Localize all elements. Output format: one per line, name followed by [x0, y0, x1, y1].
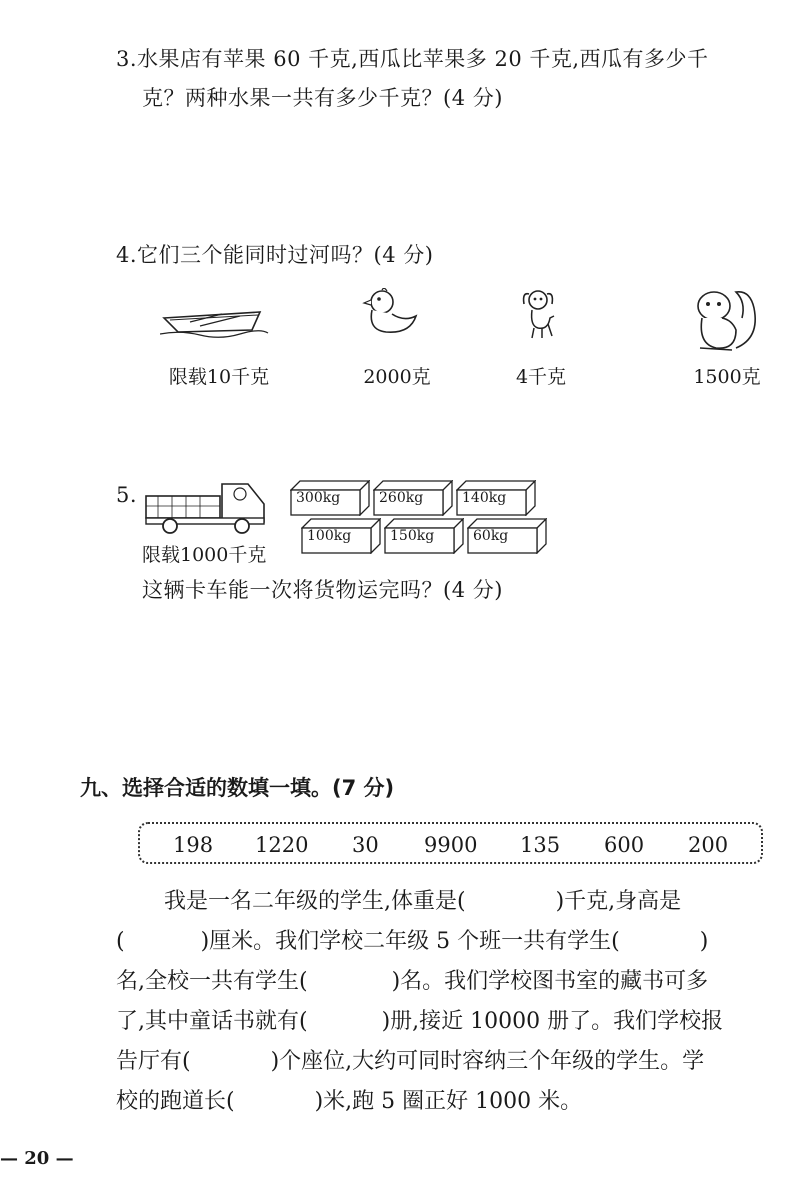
boat-label: 限载10千克 — [168, 366, 270, 388]
crate — [301, 518, 381, 558]
q4-number: 4. — [116, 243, 138, 267]
text-segment: 名,全校一共有学生( — [116, 969, 308, 994]
q3-text-1: 水果店有苹果 60 千克,西瓜比苹果多 20 千克,西瓜有多少千 — [137, 47, 709, 71]
number-option: 135 — [520, 833, 561, 857]
q4-question: 它们三个能同时过河吗？(4 分) — [137, 243, 434, 267]
q3-line1 — [116, 40, 709, 78]
fill-paragraph-line — [116, 1042, 784, 1082]
text-segment: )厘米。我们学校二年级 5 个班一共有学生( — [200, 929, 620, 954]
fill-paragraph-line — [164, 882, 800, 922]
text-segment: 告厅有( — [116, 1049, 191, 1074]
text-segment: )米,跑 5 圈正好 1000 米。 — [314, 1089, 583, 1114]
section9-title: 九、选择合适的数填一填。(7 分) — [80, 776, 395, 800]
crate — [467, 518, 547, 558]
truck-icon — [144, 478, 270, 536]
number-option: 30 — [352, 833, 379, 857]
fill-paragraph-line — [116, 962, 784, 1002]
number-option: 9900 — [424, 833, 478, 857]
text-segment: )名。我们学校图书室的藏书可多 — [391, 969, 709, 994]
q5-question: 这辆卡车能一次将货物运完吗？(4 分) — [142, 578, 503, 602]
crate-weight: 260kg — [379, 490, 424, 506]
fill-paragraph-line — [116, 922, 784, 962]
number-option: 200 — [688, 833, 729, 857]
page-number: — 20 — — [0, 1148, 74, 1169]
q5-number: 5. — [116, 483, 138, 507]
crate — [384, 518, 464, 558]
crate — [373, 480, 453, 520]
chick-icon — [362, 288, 422, 338]
crate-weight: 300kg — [296, 490, 341, 506]
q3-line2: 克？两种水果一共有多少千克？(4 分) — [142, 86, 503, 110]
text-segment: ) — [699, 929, 709, 954]
crate — [290, 480, 370, 520]
fill-paragraph-line — [116, 1002, 784, 1042]
q3-number: 3. — [116, 47, 138, 71]
number-strip — [138, 822, 763, 864]
truck-label: 限载1000千克 — [142, 544, 267, 566]
chick-label: 2000克 — [363, 366, 431, 388]
number-option: 1220 — [255, 833, 309, 857]
number-option: 198 — [173, 833, 214, 857]
crate-weight: 100kg — [307, 528, 352, 544]
number-option: 600 — [604, 833, 645, 857]
fill-paragraph-line — [116, 1082, 784, 1122]
text-segment: ( — [116, 929, 125, 954]
text-segment: 校的跑道长( — [116, 1089, 235, 1114]
text-segment: )个座位,大约可同时容纳三个年级的学生。学 — [270, 1049, 705, 1074]
puppy-label: 4千克 — [515, 366, 567, 388]
text-segment: 我是一名二年级的学生,体重是( — [164, 889, 466, 914]
q4-line — [116, 236, 433, 274]
crate-weight: 140kg — [462, 490, 507, 506]
crate — [456, 480, 536, 520]
squirrel-label: 1500克 — [693, 366, 761, 388]
text-segment: )千克,身高是 — [555, 889, 682, 914]
squirrel-icon — [692, 284, 762, 356]
text-segment: )册,接近 10000 册了。我们学校报 — [381, 1009, 724, 1034]
crate-weight: 150kg — [390, 528, 435, 544]
puppy-icon — [518, 286, 564, 342]
text-segment: 了,其中童话书就有( — [116, 1009, 308, 1034]
boat-icon — [160, 300, 270, 340]
crate-weight: 60kg — [473, 528, 509, 544]
